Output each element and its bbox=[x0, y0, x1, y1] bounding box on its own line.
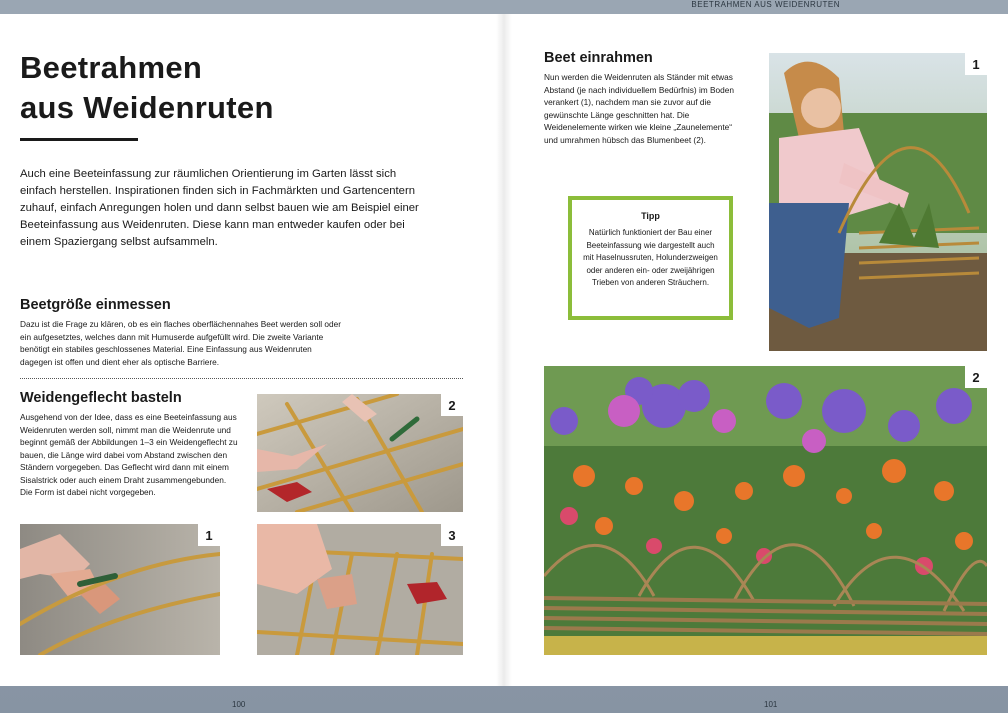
tip-text: Natürlich funktioniert der Bau einer Beeteinfassung wie dargestellt auch mit Haselnussruten, Holunderzweigen oder anderen ein- oder zweijährigen Trieben von anderen Sträuchern. bbox=[583, 228, 718, 288]
page-title bbox=[20, 48, 340, 128]
title-line-2: aus Weidenruten bbox=[20, 90, 274, 125]
photo-number-badge: 1 bbox=[965, 53, 987, 75]
tip-box bbox=[568, 196, 733, 320]
page-number-left: 100 bbox=[232, 700, 246, 709]
section-heading-beetgroesse: Beetgröße einmessen bbox=[20, 297, 171, 313]
photo-woman-placing-fence bbox=[769, 53, 987, 351]
intro-paragraph: Auch eine Beeteinfassung zur räumlichen Orientierung im Garten lässt sich einfach herstellen. Inspirationen finden sich in Fachmärkten und Gartencentern zuhauf, einfach Anregungen holen und dann selbst bauen wie am Beispiel einer Beeteinfassung aus Weidenruten. Diese kann man entweder kaufen oder bei einem Spaziergang selbst aufsammeln. bbox=[20, 168, 419, 248]
title-line-1: Beetrahmen bbox=[20, 50, 203, 85]
tip-title: Tipp bbox=[641, 211, 660, 221]
photo-step-2-weaving bbox=[257, 394, 463, 512]
photo-number-badge: 3 bbox=[441, 524, 463, 546]
photo-number-badge: 2 bbox=[441, 394, 463, 416]
photo-number-badge: 1 bbox=[198, 524, 220, 546]
photo-step-1-cutting bbox=[20, 524, 220, 655]
photo-step-3-binding bbox=[257, 524, 463, 655]
section-text-beet-einrahmen: Nun werden die Weidenruten als Ständer mit etwas Abstand (je nach individuellem Bedürfnis) im Boden verankert (1), nachdem man sie zuvor auf die gewünschte Länge geschnitten hat. Die Weidenelemente wirken wie kleine „Zaunelemente“ und umrahmen hübsch das Blumenbeet (2). bbox=[544, 72, 735, 145]
running-head: BEETRAHMEN AUS WEIDENRUTEN bbox=[691, 0, 840, 9]
section-text-beetgroesse: Dazu ist die Frage zu klären, ob es ein flaches oberflächennahes Beet werden soll oder ein aufgesetztes, welches dann mit Humuserde aufgefüllt wird. Die zweite Variante benötigt ein stabiles geschlossenes Material. Eine Einfassung aus Weidenruten dagegen ist offen und dient eher als optische Barriere. bbox=[20, 319, 342, 367]
page-number-right: 101 bbox=[764, 700, 778, 709]
page-gutter bbox=[496, 14, 512, 686]
photo-number-badge: 2 bbox=[965, 366, 987, 388]
photo-flower-bed-with-willow-border bbox=[544, 366, 987, 655]
section-text-weidengeflecht: Ausgehend von der Idee, dass es eine Beeteinfassung aus Weidenruten werden soll, nimmt man die Weidenrute und beginnt gemäß der Abbildungen 1–3 ein Weidengeflecht zu bauen, die Länge wird dabei vom Abstand zwischen den Ständern vorgegeben. Das Geflecht wird dann mit einem Sisalstrick oder auch einem Draht zusammengebunden. Die Form ist dabei nicht vorgegeben. bbox=[20, 412, 238, 497]
title-underline bbox=[20, 138, 138, 141]
dotted-divider bbox=[20, 378, 463, 379]
section-heading-weidengeflecht: Weidengeflecht basteln bbox=[20, 390, 182, 406]
section-heading-beet-einrahmen: Beet einrahmen bbox=[544, 50, 653, 66]
